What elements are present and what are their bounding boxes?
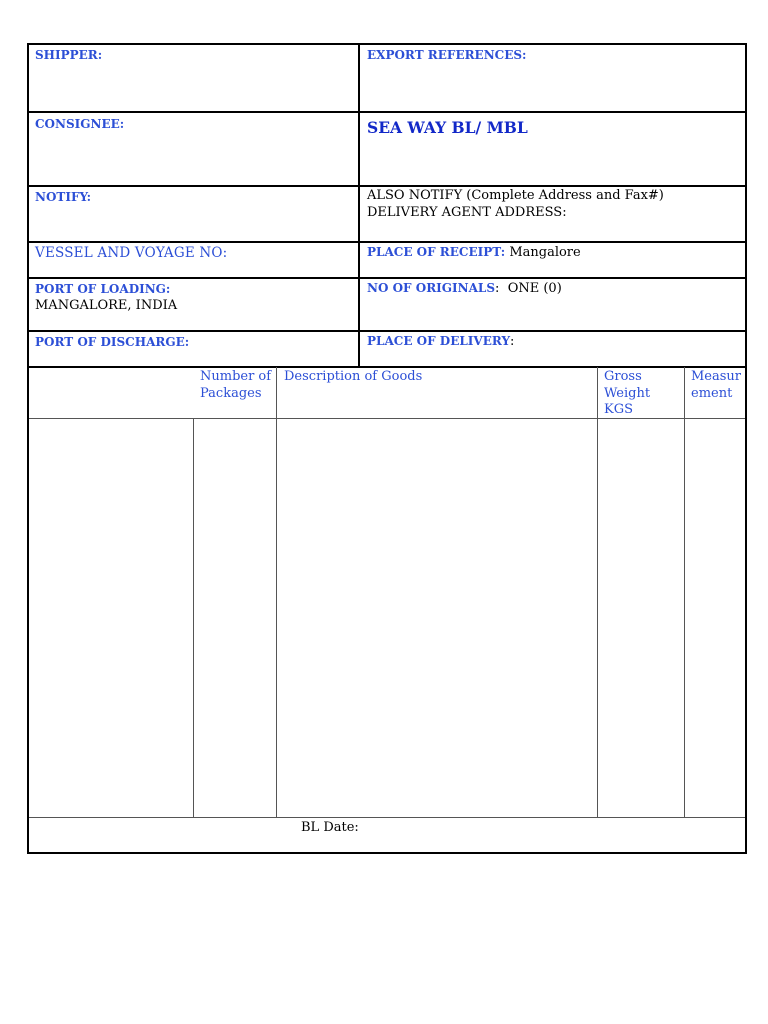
divider-row-3 <box>27 241 747 243</box>
col-header-measure-line1: Measur <box>691 369 742 384</box>
col-header-packages <box>200 369 271 402</box>
vessel-voyage-label: VESSEL AND VOYAGE NO: <box>35 245 228 261</box>
place-of-receipt-value: Mangalore <box>505 245 581 260</box>
col-header-gross-line2: Weight <box>604 385 651 401</box>
place-of-delivery-colon: : <box>510 334 515 349</box>
place-of-delivery <box>367 334 514 349</box>
port-of-discharge-label: PORT OF DISCHARGE: <box>35 335 190 349</box>
port-of-loading-label: PORT OF LOADING: <box>35 282 171 296</box>
bl-date-label: BL Date: <box>301 820 359 835</box>
no-of-originals <box>367 281 562 296</box>
col-header-packages-line2: Packages <box>200 385 262 401</box>
place-of-receipt-label: PLACE OF RECEIPT: <box>367 245 506 259</box>
col-header-gross-line3: KGS <box>604 402 634 417</box>
divider-row-5 <box>27 330 747 332</box>
divider-table-bottom <box>29 817 745 818</box>
col-header-description: Description of Goods <box>284 369 423 384</box>
port-of-loading-value: MANGALORE, INDIA <box>35 298 178 313</box>
delivery-agent-text: DELIVERY AGENT ADDRESS: <box>367 205 567 220</box>
divider-row-6 <box>27 366 747 368</box>
col-line-gross <box>597 367 598 818</box>
document-title: SEA WAY BL/ MBL <box>367 118 528 137</box>
col-header-gross-line1: Gross <box>604 369 642 384</box>
divider-row-4 <box>27 277 747 279</box>
place-of-delivery-label: PLACE OF DELIVERY <box>367 334 511 348</box>
col-header-measurement <box>691 369 741 402</box>
col-line-packages <box>193 418 194 818</box>
also-notify-text: ALSO NOTIFY (Complete Address and Fax#) <box>367 188 664 203</box>
notify-label: NOTIFY: <box>35 190 91 204</box>
col-header-packages-line1: Number of <box>200 369 272 384</box>
col-line-measure <box>684 367 685 818</box>
divider-center <box>358 43 360 367</box>
col-header-measure-line2: ement <box>691 385 733 401</box>
divider-row-1 <box>27 111 747 113</box>
col-line-description <box>276 367 277 818</box>
divider-row-2 <box>27 185 747 187</box>
place-of-receipt <box>367 245 581 260</box>
no-of-originals-label: NO OF ORIGINALS <box>367 281 496 295</box>
col-header-gross-weight <box>604 369 650 419</box>
export-references-label: EXPORT REFERENCES: <box>367 48 527 62</box>
bill-of-lading-form <box>27 43 747 854</box>
shipper-label: SHIPPER: <box>35 48 103 62</box>
consignee-label: CONSIGNEE: <box>35 117 125 131</box>
no-of-originals-value: : ONE (0) <box>495 281 562 296</box>
